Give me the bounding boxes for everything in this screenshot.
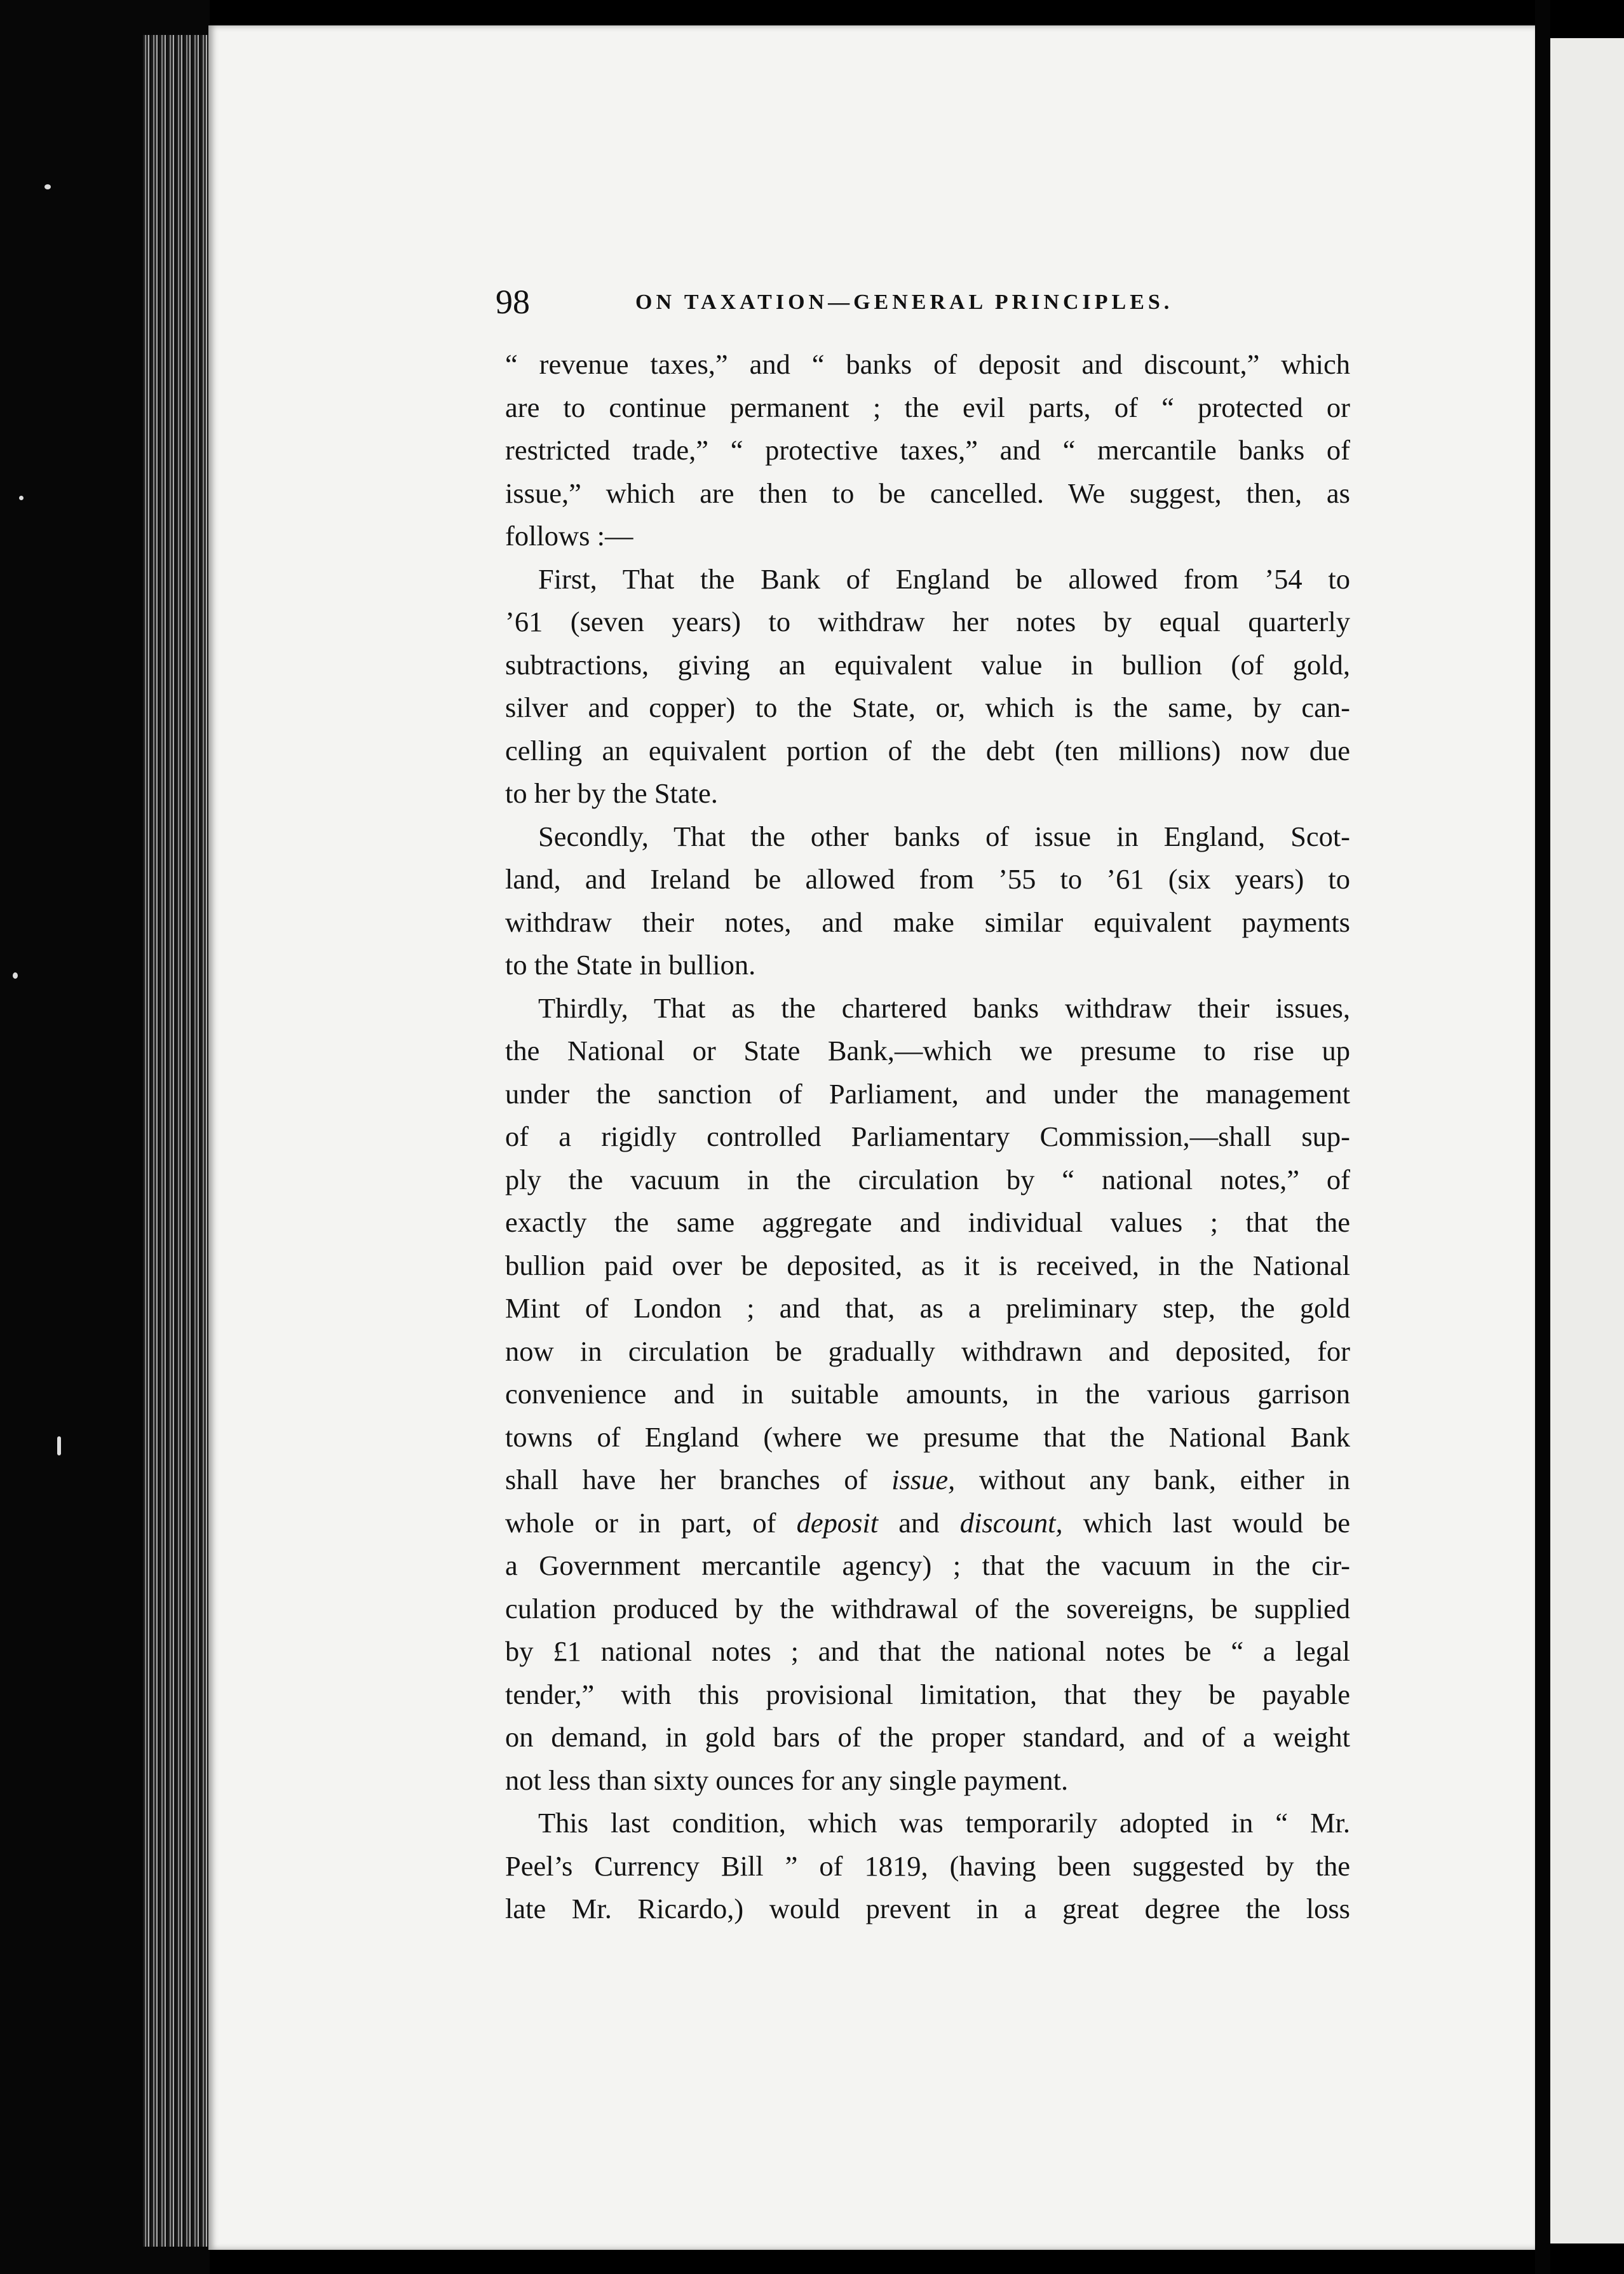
- page-stack-edge: [143, 35, 210, 2247]
- gutter-shadow: [1535, 0, 1550, 2274]
- text-line: under the sanction of Parliament, and under the management: [505, 1077, 1350, 1110]
- text-line: First, That the Bank of England be allowed from ’54 to: [538, 562, 1350, 595]
- text-line: exactly the same aggregate and individual values ; that the: [505, 1206, 1350, 1238]
- text-line: of a rigidly controlled Parliamentary Commission,—shall sup-: [505, 1120, 1350, 1152]
- text-line: are to continue permanent ; the evil parts, of “ protected or: [505, 391, 1350, 423]
- text-line: convenience and in suitable amounts, in the various garrison: [505, 1378, 1350, 1410]
- text-line: Secondly, That the other banks of issue in England, Scot-: [538, 820, 1350, 852]
- scan-speck: [13, 972, 18, 979]
- text-line: to her by the State.: [505, 777, 718, 809]
- text-line: ’61 (seven years) to withdraw her notes by equal quarterly: [505, 606, 1350, 637]
- text-line: Thirdly, That as the chartered banks withdraw their issues,: [538, 991, 1350, 1024]
- body-text: [505, 343, 1350, 1931]
- text-line: “ revenue taxes,” and “ banks of deposit and discount,” which: [505, 348, 1350, 380]
- text-line: ply the vacuum in the circulation by “ national notes,” of: [505, 1163, 1350, 1195]
- text-line: tender,” with this provisional limitation, that they be payable: [505, 1678, 1350, 1710]
- text-fragment: which last would be: [1083, 1506, 1351, 1539]
- text-line: now in circulation be gradually withdrawn and deposited, for: [505, 1335, 1350, 1367]
- italic-word: deposit: [796, 1506, 879, 1539]
- text-line: a Government mercantile agency) ; that the vacuum in the cir-: [505, 1549, 1350, 1581]
- text-line: withdraw their notes, and make similar equivalent payments: [505, 906, 1350, 938]
- text-line: on demand, in gold bars of the proper standard, and of a weight: [505, 1721, 1350, 1753]
- scan-speck: [57, 1436, 61, 1455]
- text-line: celling an equivalent portion of the debt (ten millions) now due: [505, 734, 1350, 766]
- text-line: restricted trade,” “ protective taxes,” and “ mercantile banks of: [505, 434, 1350, 466]
- text-line: late Mr. Ricardo,) would prevent in a great degree the loss: [505, 1893, 1350, 1924]
- text-line: not less than sixty ounces for any single payment.: [505, 1764, 1069, 1796]
- page-number: 98: [496, 283, 530, 321]
- scan-speck: [19, 496, 24, 500]
- facing-page-edge: [1550, 38, 1624, 2243]
- text-fragment: shall have her branches of: [505, 1464, 868, 1495]
- text-line: subtractions, giving an equivalent value in bullion (of gold,: [505, 648, 1350, 681]
- italic-word: issue,: [891, 1464, 956, 1495]
- text-fragment: whole or in part, of: [505, 1506, 776, 1539]
- running-title: ON TAXATION—GENERAL PRINCIPLES.: [635, 290, 1174, 314]
- text-line: culation produced by the withdrawal of the sovereigns, be supplied: [505, 1592, 1350, 1624]
- text-line: the National or State Bank,—which we presume to rise up: [505, 1035, 1350, 1066]
- text-line: issue,” which are then to be cancelled. We suggest, then, as: [505, 477, 1350, 509]
- text-line: towns of England (where we presume that the National Bank: [505, 1420, 1350, 1453]
- text-line-with-italic: [505, 1502, 1350, 1545]
- text-line-with-italic: [505, 1459, 1350, 1502]
- scan-speck: [44, 184, 51, 189]
- text-line: land, and Ireland be allowed from ’55 to ’61 (six years) to: [505, 863, 1350, 895]
- text-line: to the State in bullion.: [505, 949, 756, 981]
- text-line: Peel’s Currency Bill ” of 1819, (having been suggested by the: [505, 1849, 1350, 1882]
- text-line: Mint of London ; and that, as a preliminary step, the gold: [505, 1292, 1350, 1324]
- text-line: by £1 national notes ; and that the national notes be “ a legal: [505, 1635, 1350, 1667]
- text-line: silver and copper) to the State, or, which is the same, by can-: [505, 691, 1350, 723]
- text-fragment: and: [898, 1506, 940, 1539]
- text-line: bullion paid over be deposited, as it is received, in the National: [505, 1249, 1350, 1281]
- running-head: [496, 280, 1207, 324]
- text-fragment: without any bank, either in: [978, 1464, 1351, 1495]
- italic-word: discount,: [959, 1506, 1063, 1539]
- text-line: follows :—: [505, 520, 633, 552]
- text-line: This last condition, which was temporarily adopted in “ Mr.: [538, 1807, 1350, 1839]
